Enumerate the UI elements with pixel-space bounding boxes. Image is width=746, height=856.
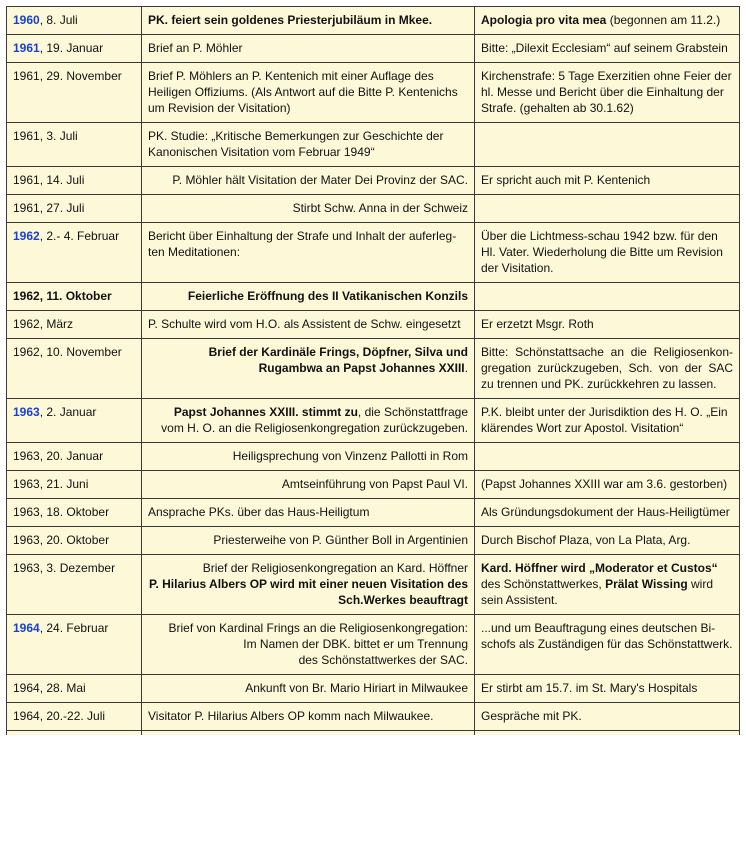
text-segment: wird sein Assistent. [481,577,713,607]
text-segment: (begonnen am 11.2.) [606,13,721,27]
text-segment: Apologia pro vita mea [481,13,607,27]
date-cell [6,703,141,730]
table-row [6,399,740,443]
note-cell [474,443,740,470]
text-segment: Heiligsprechung von Vinzenz Pallotti in Rom [232,449,468,463]
text-segment: (Papst Johannes XXIII war am 3.6. gestorben) [481,477,728,491]
event-cell [141,399,474,442]
text-segment: Bericht über Einhaltung der Strafe und Inhalt der auferleg-ten Meditationen: [148,229,457,259]
event-cell [141,63,474,122]
event-cell [141,339,474,398]
text-segment: P. Möhler hält Visitation der Mater Dei Provinz der SAC. [172,173,468,187]
event-cell [141,283,474,310]
text-segment: Feierliche Eröffnung des II Vatikanischen Konzils [187,289,468,303]
text-segment: , die Schönstattfrage vom H. O. an die Religiosenkongregation zurückzugeben. [161,405,468,435]
date-cell [6,339,141,398]
text-segment: Durch Bischof Plaza, von La Plata, Arg. [481,533,691,547]
table-row [6,703,740,731]
note-cell [474,339,740,398]
text-segment: Er stirbt am 15.7. im St. Mary's Hospitals [481,681,698,695]
text-segment: Kirchenstrafe: 5 Tage Exerzitien ohne Feier der hl. Messe und Bericht über die Einhaltung der Strafe. (gehalten ab 30.1.62) [481,69,732,115]
table-row [6,167,740,195]
table-row [6,6,740,35]
text-segment: Gespräche mit PK. [481,709,582,723]
note-cell [474,167,740,194]
table-row [6,615,740,675]
date-cell [6,443,141,470]
event-cell [141,443,474,470]
date-rest: , 2. Januar [39,405,97,419]
table-row [6,499,740,527]
text-segment: Brief P. Möhlers an P. Kentenich mit einer Auflage des Heiligen Offiziums. (Als Antwort auf die Bitte P. Kentenichs um Revision der Visitation) [148,69,458,115]
date-cell [6,7,141,34]
date-text: 1964, 28. Mai [13,681,86,695]
table-row [6,555,740,615]
date-cell [6,675,141,702]
text-segment: P.K. bleibt unter der Jurisdiktion des H. O. „Ein klärendes Wort zur Apostol. Visitation“ [481,405,728,435]
date-cell [6,167,141,194]
date-cell [6,123,141,166]
text-segment: Priesterweihe von P. Günther Boll in Argentinien [213,533,468,547]
text-segment: Er erzetzt Msgr. Roth [481,317,594,331]
table-row-partial [6,731,740,735]
note-cell [474,311,740,338]
chronology-table [6,6,740,735]
event-cell [141,195,474,222]
text-segment: Bitte: „Dilexit Ecclesiam“ auf seinem Grabstein [481,41,728,55]
date-cell [6,555,141,614]
table-row [6,527,740,555]
table-row [6,311,740,339]
date-cell [6,471,141,498]
year-highlight: 1963 [13,405,40,419]
table-row [6,35,740,63]
note-cell [474,675,740,702]
date-rest: , 2.- 4. Februar [39,229,120,243]
date-rest: , 8. Juli [39,13,78,27]
table-row [6,123,740,167]
note-cell [474,35,740,62]
date-cell [6,63,141,122]
year-highlight: 1960 [13,13,40,27]
date-text: 1963, 21. Juni [13,477,89,491]
text-segment: Ansprache PKs. über das Haus-Heiligtum [148,505,370,519]
table-row [6,675,740,703]
note-cell [474,499,740,526]
event-cell [141,527,474,554]
note-cell [474,195,740,222]
date-rest: , 19. Januar [39,41,104,55]
text-segment: Bitte: Schönstattsache an die Religiosenkon-gregation zurückzugeben, Sch. von der SAC zu trennen und PK. zurückkehren zu lassen. [481,345,733,391]
table-row [6,339,740,399]
date-text: 1963, 18. Oktober [13,505,110,519]
text-segment: Ankunft von Br. Mario Hiriart in Milwaukee [245,681,468,695]
text-segment: P. Hilarius Albers OP wird mit einer neuen Visitation des Sch.Werkes beauftragt [149,577,468,607]
event-cell [141,615,474,674]
event-cell [141,471,474,498]
text-segment: . [464,361,468,375]
date-text: 1964, 20.-22. Juli [13,709,106,723]
note-cell [474,63,740,122]
text-segment: Brief der Religiosenkongregation an Kard. Höffner [202,561,468,575]
date-text: 1961, 14. Juli [13,173,85,187]
date-text: 1963, 20. Oktober [13,533,110,547]
table-row [6,195,740,223]
text-segment: Stirbt Schw. Anna in der Schweiz [292,201,468,215]
date-cell [6,399,141,442]
date-cell [6,311,141,338]
text-segment: Brief an P. Möhler [148,41,243,55]
note-cell [474,703,740,730]
text-segment: ...und um Beauftragung eines deutschen Bi-schofs als Zuständigen für das Schönstattwerk. [481,621,733,651]
event-cell [141,35,474,62]
date-cell [6,615,141,674]
date-text: 1961, 27. Juli [13,201,85,215]
empty-cell [474,731,740,735]
text-segment: Prälat Wissing [605,577,688,591]
note-cell [474,223,740,282]
date-text: 1962, 11. Oktober [13,289,112,303]
text-segment: PK. feiert sein goldenes Priesterjubiläum in Mkee. [148,13,433,27]
text-segment: Als Gründungsdokument der Haus-Heiligtümer [481,505,730,519]
date-rest: , 24. Februar [39,621,109,635]
year-highlight: 1961 [13,41,40,55]
table-row [6,471,740,499]
text-segment: des Schönstattwerkes, [481,577,606,591]
note-cell [474,471,740,498]
event-cell [141,311,474,338]
note-cell [474,123,740,166]
note-cell [474,399,740,442]
date-text: 1963, 3. Dezember [13,561,116,575]
text-segment: Visitator P. Hilarius Albers OP komm nach Milwaukee. [148,709,434,723]
note-cell [474,555,740,614]
date-cell [6,223,141,282]
note-cell [474,7,740,34]
text-segment: Im Namen der DBK. bittet er um Trennung [243,637,468,651]
date-cell [6,35,141,62]
table-row [6,63,740,123]
date-text: 1962, 10. November [13,345,122,359]
table-row [6,283,740,311]
empty-cell [6,731,141,735]
note-cell [474,283,740,310]
date-text: 1962, März [13,317,74,331]
table-row [6,443,740,471]
text-segment: Amtseinführung von Papst Paul VI. [281,477,468,491]
text-segment: PK. Studie: „Kritische Bemerkungen zur Geschichte der Kanonischen Visitation vom Februar 1949“ [148,129,444,159]
event-cell [141,167,474,194]
date-cell [6,195,141,222]
date-text: 1963, 20. Januar [13,449,104,463]
text-segment: Brief der Kardinäle Frings, Döpfner, Silva und Rugambwa an Papst Johannes XXIII [208,345,468,375]
date-text: 1961, 3. Juli [13,129,78,143]
date-cell [6,499,141,526]
text-segment: Er spricht auch mit P. Kentenich [481,173,651,187]
event-cell [141,123,474,166]
event-cell [141,7,474,34]
year-highlight: 1962 [13,229,40,243]
text-segment: P. Schulte wird vom H.O. als Assistent de Schw. eingesetzt [148,317,461,331]
text-segment: des Schönstattwerkes der SAC. [298,653,468,667]
date-cell [6,527,141,554]
event-cell [141,223,474,282]
event-cell [141,555,474,614]
year-highlight: 1964 [13,621,40,635]
event-cell [141,703,474,730]
text-segment: Papst Johannes XXIII. stimmt zu [173,405,358,419]
date-cell [6,283,141,310]
note-cell [474,527,740,554]
date-text: 1961, 29. November [13,69,122,83]
text-segment: Über die Lichtmess-schau 1942 bzw. für den Hl. Vater. Wiederholung die Bitte um Revision der Visitation. [481,229,723,275]
empty-cell [141,731,474,735]
event-cell [141,499,474,526]
table-row [6,223,740,283]
note-cell [474,615,740,674]
text-segment: Brief von Kardinal Frings an die Religiosenkongregation: [168,621,468,635]
event-cell [141,675,474,702]
text-segment: Kard. Höffner wird „Moderator et Custos“ [481,561,718,575]
